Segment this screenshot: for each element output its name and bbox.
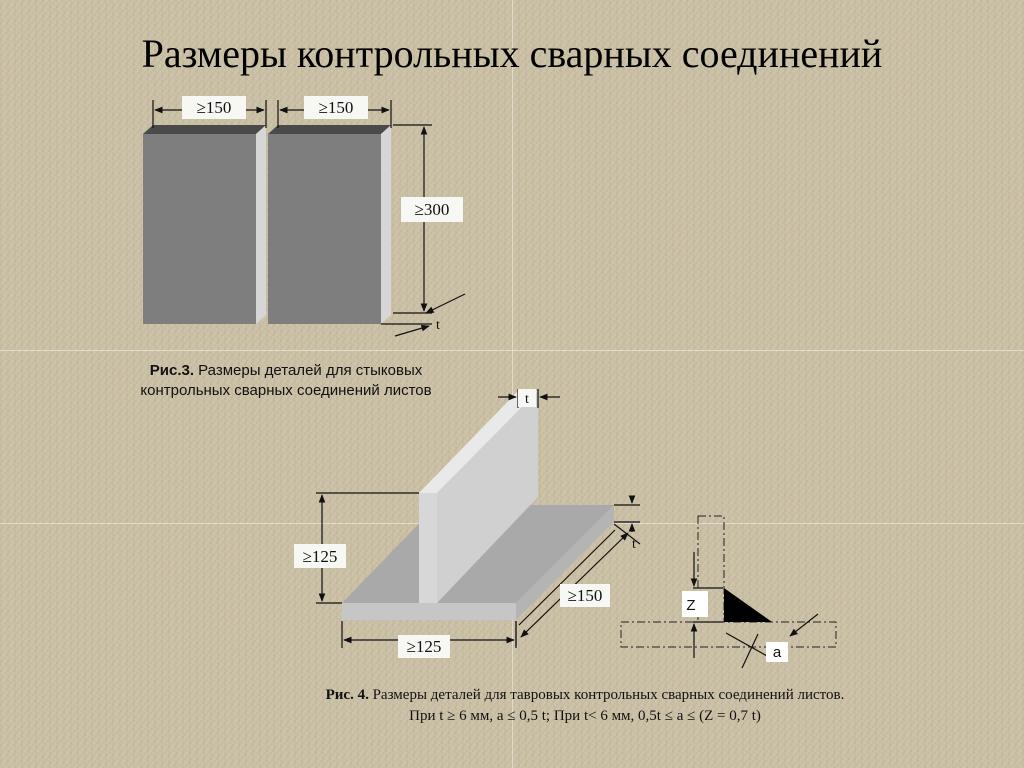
web-front <box>419 493 437 603</box>
fig3-height-label: ≥300 <box>414 200 450 219</box>
fig4-caption <box>240 685 930 727</box>
fig4-depth-label: ≥150 <box>567 586 603 605</box>
weld-z-label: Z <box>686 597 696 614</box>
fig3-caption <box>110 361 462 401</box>
fig4-caption-prefix: Рис. 4. <box>325 687 369 703</box>
fig3-width-right-label: ≥150 <box>318 98 354 117</box>
slide-title: Размеры контрольных сварных соединений <box>141 31 883 76</box>
weld-fillet <box>724 588 772 622</box>
base-plate-front <box>342 603 516 620</box>
fig4-t-top-label: t <box>525 392 529 407</box>
fig4-caption-line1: Размеры деталей для тавровых контрольных сварных соединений листов. <box>368 687 845 703</box>
right-plate-top <box>268 125 391 134</box>
weld-a-label: a <box>772 644 782 661</box>
fig3-caption-prefix: Рис.3. <box>149 362 194 379</box>
fig4-t-right-label: t <box>632 537 636 552</box>
fig3-width-left-label: ≥150 <box>196 98 232 117</box>
left-plate-front <box>143 134 256 324</box>
fig3-caption-text: Размеры деталей для стыковых контрольных сварных соединений листов <box>140 362 432 399</box>
left-plate-edge <box>256 125 266 324</box>
fig4-height-label: ≥125 <box>302 547 338 566</box>
left-plate-top <box>143 125 266 134</box>
fig4-width-label: ≥125 <box>406 637 442 656</box>
fig3-thickness-label: t <box>436 318 440 333</box>
right-plate-edge <box>381 125 391 324</box>
weld-section-detail <box>621 516 836 668</box>
fig3-butt-plates <box>143 125 391 324</box>
right-plate-front <box>268 134 381 324</box>
fig4-caption-line2: При t ≥ 6 мм, a ≤ 0,5 t; При t< 6 мм, 0,5t ≤ a ≤ (Z = 0,7 t) <box>409 708 761 724</box>
